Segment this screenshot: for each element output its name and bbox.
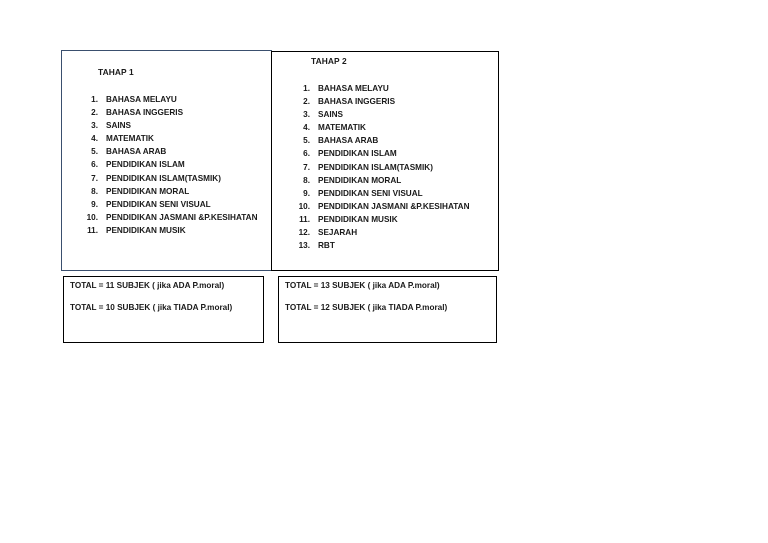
subject-number: 1.	[303, 84, 310, 93]
subject-number: 3.	[91, 121, 98, 131]
subject-name: PENDIDIKAN JASMANI &P.KESIHATAN	[106, 212, 258, 222]
subject-number: 6.	[303, 149, 310, 159]
subject-number: 9.	[303, 188, 310, 198]
subject-name: SAINS	[318, 110, 344, 120]
subject-number: 9.	[91, 199, 98, 209]
subject-name: BAHASA ARAB	[318, 136, 379, 146]
subject-list-item	[80, 172, 257, 185]
subject-list-item	[80, 185, 257, 198]
subject-number: 12.	[298, 228, 310, 238]
subject-list-item	[292, 121, 469, 134]
tahap1-subject-list	[80, 93, 257, 237]
subject-number: 8.	[303, 175, 310, 185]
tahap1-title: TAHAP 1	[98, 67, 134, 77]
subject-list-item	[292, 239, 469, 252]
subject-number: 4.	[303, 123, 310, 133]
subject-list-item	[292, 200, 469, 213]
subject-list-item	[292, 161, 469, 174]
subject-number: 11.	[299, 214, 310, 224]
subject-name: PENDIDIKAN SENI VISUAL	[106, 199, 211, 209]
subject-list-item	[80, 119, 257, 132]
tahap2-total-without-moral: TOTAL = 12 SUBJEK ( jika TIADA P.moral)	[285, 303, 448, 312]
subject-number: 3.	[303, 110, 310, 120]
tahap2-subject-box	[271, 51, 499, 271]
subject-name: BAHASA MELAYU	[318, 84, 389, 93]
subject-list-item	[292, 187, 469, 200]
subject-name: BAHASA INGGERIS	[106, 108, 184, 118]
subject-name: SAINS	[106, 121, 132, 131]
tahap2-title: TAHAP 2	[311, 56, 347, 66]
subject-number: 7.	[91, 173, 98, 183]
subject-name: PENDIDIKAN ISLAM	[318, 149, 397, 159]
subject-number: 10.	[298, 201, 310, 211]
subject-list-item	[80, 93, 257, 106]
subject-number: 8.	[91, 186, 98, 196]
subject-list-item	[292, 82, 469, 95]
subject-name: PENDIDIKAN MORAL	[106, 186, 190, 196]
subject-name: BAHASA MELAYU	[106, 95, 177, 104]
subject-number: 11.	[87, 225, 98, 235]
subject-name: PENDIDIKAN MORAL	[318, 175, 402, 185]
subject-list-item	[292, 226, 469, 239]
subject-list-item	[292, 134, 469, 147]
subject-name: RBT	[318, 241, 335, 251]
subject-name: PENDIDIKAN ISLAM(TASMIK)	[318, 162, 433, 172]
tahap1-total-without-moral: TOTAL = 10 SUBJEK ( jika TIADA P.moral)	[70, 303, 233, 312]
subject-name: PENDIDIKAN MUSIK	[106, 225, 186, 235]
subject-name: PENDIDIKAN JASMANI &P.KESIHATAN	[318, 201, 470, 211]
subject-list-item	[292, 95, 469, 108]
subject-list-item	[292, 147, 469, 160]
subject-list-item	[80, 158, 257, 171]
subject-number: 6.	[91, 160, 98, 170]
tahap2-subject-list	[292, 82, 469, 252]
subject-number: 4.	[91, 134, 98, 144]
subject-list-item	[292, 213, 469, 226]
subject-number: 10.	[86, 212, 98, 222]
subject-list-item	[80, 145, 257, 158]
subject-list-item	[292, 108, 469, 121]
subject-name: SEJARAH	[318, 228, 358, 238]
subject-number: 2.	[91, 108, 98, 118]
subject-name: PENDIDIKAN ISLAM(TASMIK)	[106, 173, 221, 183]
subject-number: 2.	[303, 97, 310, 107]
tahap2-total-with-moral: TOTAL = 13 SUBJEK ( jika ADA P.moral)	[285, 281, 440, 290]
subject-list-item	[292, 174, 469, 187]
tahap2-total-box	[278, 276, 497, 343]
subject-name: MATEMATIK	[318, 123, 366, 133]
subject-name: BAHASA ARAB	[106, 147, 167, 157]
subject-list-item	[80, 198, 257, 211]
subject-name: PENDIDIKAN SENI VISUAL	[318, 188, 423, 198]
subject-number: 5.	[91, 147, 98, 157]
subject-name: BAHASA INGGERIS	[318, 97, 396, 107]
subject-list-item	[80, 224, 257, 237]
subject-list-item	[80, 211, 257, 224]
tahap1-subject-box	[61, 50, 272, 271]
subject-number: 13.	[298, 241, 310, 251]
tahap1-total-box	[63, 276, 264, 343]
subject-list-item	[80, 132, 257, 145]
subject-list-item	[80, 106, 257, 119]
subject-number: 5.	[303, 136, 310, 146]
subject-name: PENDIDIKAN MUSIK	[318, 214, 398, 224]
subject-name: PENDIDIKAN ISLAM	[106, 160, 185, 170]
subject-number: 1.	[91, 95, 98, 104]
tahap1-total-with-moral: TOTAL = 11 SUBJEK ( jika ADA P.moral)	[70, 281, 225, 290]
subject-number: 7.	[303, 162, 310, 172]
subject-name: MATEMATIK	[106, 134, 154, 144]
